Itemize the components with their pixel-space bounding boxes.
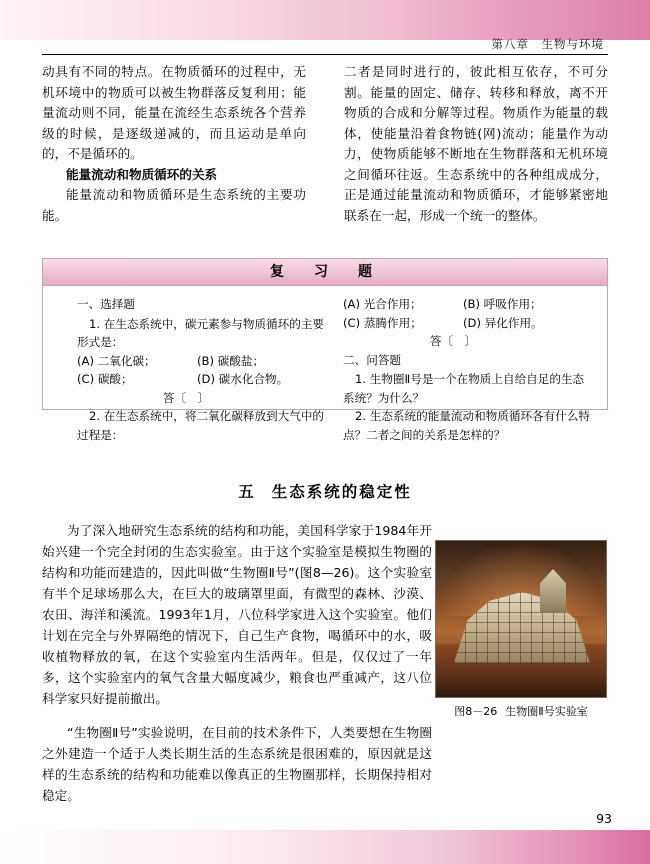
sub-heading-energy-matter: 能量流动和物质循环的关系	[66, 166, 218, 182]
section-paragraph-2: “生物圈Ⅱ号”实验说明，在目前的技术条件下，人类要想在生物圈之外建造一个适于人类长期生活的生态系统是很困难的，原因就是这样的生态系统的结构和功能难以像真正的生物圈那样，长期保持相对稳定。	[42, 725, 432, 803]
review-q2-text: 2. 在生态系统中，将二氧化碳释放到大气中的过程是：	[77, 409, 325, 442]
review-body	[43, 287, 607, 442]
review-q1-text: 1. 在生态系统中，碳元素参与物质循环的主要形式是：	[77, 316, 325, 349]
review-q1-option-b: (B) 碳酸盐；	[197, 353, 265, 368]
section-heading	[0, 480, 650, 502]
review-q2-option-c: (C) 蒸腾作用；	[343, 315, 422, 330]
review-q1-options-row-2	[77, 370, 325, 389]
review-q1-options-row-1	[77, 352, 325, 371]
review-q2-options-row-1	[343, 295, 593, 314]
review-q1-option-c: (C) 碳酸；	[77, 372, 133, 386]
review-q2-option-a: (A) 光合作用；	[343, 297, 422, 311]
section-number: 五	[238, 483, 256, 501]
body-column-left	[42, 62, 306, 226]
body-column-right	[344, 62, 608, 226]
review-q1-option-a: (A) 二氧化碳；	[77, 353, 156, 368]
left-paragraph-1: 动具有不同的特点。在物质循环的过程中，无机环境中的物质可以被生物群落反复利用；能量流动则不同，能量在流经生态系统各个营养级的时候，是逐级递减的，而且运动是单向的，不是循环的。	[42, 64, 306, 161]
review-q2-option-d: (D) 异化作用。	[463, 315, 543, 330]
review-essay-q1: 1. 生物圈Ⅱ号是一个在物质上自给自足的生态系统？为什么？	[343, 372, 585, 405]
review-column-right	[343, 295, 593, 444]
figure-caption-number: 图8－26	[454, 705, 498, 718]
right-paragraph-1: 二者是同时进行的，彼此相互依存，不可分割。能量的固定、储存、转移和释放，离不开物质的合成和分解等过程。物质作为能量的载体，使能量沿着食物链(网)流动；能量作为动力，使物质能够不断地在生物群落和无机环境之间循环往返。生态系统中的各种组成成分，正是通过能量流动和物质循环，才能够紧密地联系在一起，形成一个统一的整体。	[344, 64, 608, 223]
figure-image	[435, 540, 607, 698]
review-questions-box	[42, 258, 608, 442]
sub-heading-paragraph: 能量流动和物质循环是生态系统的主要功能。	[42, 187, 306, 223]
review-q1-option-d: (D) 碳水化合物。	[197, 372, 289, 386]
figure-biosphere2	[435, 540, 607, 719]
review-title-bar	[43, 259, 607, 286]
section-paragraph-1: 为了深入地研究生态系统的结构和功能，美国科学家于1984年开始兴建一个完全封闭的生态实验室。由于这个实验室是模拟生物圈的结构和功能而建造的，因此叫做“生物圈Ⅱ号”(图8—26)。这个实验室有半个足球场那么大，在巨大的玻璃罩里面，有微型的森林、沙漠、农田、海洋和溪流。1993年1月，八位科学家进入这个实验室。他们计划在完全与外界隔绝的情况下，自己生产食物，喝循环中的水，吸收植物释放的氧，在这个实验室内生活两年。但是，仅仅过了一年多，这个实验室内的氧气含量大幅度减少，粮食也严重减产，这八位科学家只好提前撤出。	[42, 523, 432, 706]
review-column-left	[77, 295, 325, 444]
review-essay-q2: 2. 生态系统的能量流动和物质循环各有什么特点？二者之间的关系是怎样的？	[343, 409, 591, 442]
review-q1-answer-blank: 答〔 〕	[162, 390, 210, 405]
review-section1-title: 一、选择题	[77, 297, 135, 311]
review-q2-options-row-2	[343, 314, 593, 333]
review-title: 复 习 题	[270, 264, 380, 280]
review-section2-title: 二、问答题	[343, 352, 401, 367]
section-title: 生态系统的稳定性	[271, 483, 412, 501]
review-q2-option-b: (B) 呼吸作用；	[463, 297, 542, 311]
section-body-text	[42, 520, 432, 806]
figure-caption	[435, 703, 607, 719]
review-q2-answer-blank: 答〔 〕	[429, 334, 477, 348]
top-decorative-band	[0, 0, 650, 40]
page-header-chapter: 第八章 生物与环境	[491, 37, 604, 51]
bottom-decorative-band	[0, 830, 650, 864]
page-number: 93	[596, 811, 612, 826]
figure-caption-text: 生物圈Ⅱ号实验室	[505, 705, 588, 718]
header-divider	[42, 54, 608, 55]
